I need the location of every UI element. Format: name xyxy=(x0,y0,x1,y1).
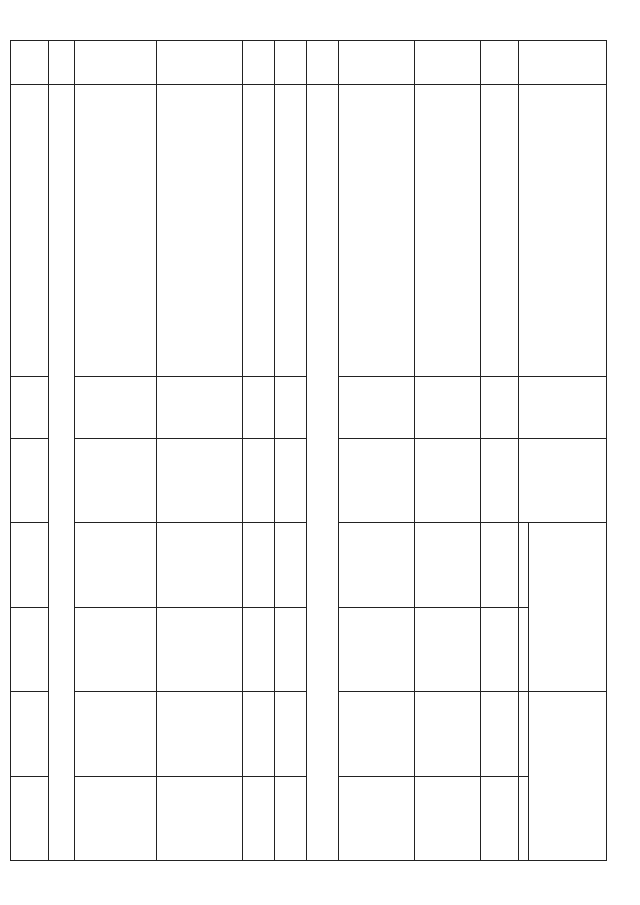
row-unit xyxy=(11,377,49,439)
row-source xyxy=(243,439,275,523)
row-federal-actual xyxy=(339,607,415,692)
header-group-federal xyxy=(529,523,607,692)
row-source xyxy=(11,439,49,523)
row-federal-planned xyxy=(275,523,307,608)
row-federal-actual xyxy=(415,607,481,692)
header-planned-2 xyxy=(519,692,529,777)
row-number xyxy=(49,41,75,85)
row-unit xyxy=(275,377,307,439)
row-name xyxy=(307,85,339,861)
row-regional-actual xyxy=(157,776,243,861)
row-name xyxy=(11,85,49,377)
row-source xyxy=(75,439,157,523)
header-unit xyxy=(519,377,607,439)
header-actual-2 xyxy=(519,776,529,861)
row-number xyxy=(243,41,275,85)
row-name xyxy=(75,85,157,377)
row-federal-actual xyxy=(275,607,307,692)
row-federal-planned xyxy=(243,523,275,608)
row-regional-actual xyxy=(339,776,415,861)
row-federal-actual xyxy=(243,607,275,692)
row-regional-planned xyxy=(339,692,415,777)
row-unit xyxy=(75,377,157,439)
row-name xyxy=(157,85,243,377)
row-name xyxy=(481,85,519,377)
row-source xyxy=(275,439,307,523)
row-federal-planned xyxy=(415,523,481,608)
row-regional-actual xyxy=(11,776,49,861)
row-number xyxy=(415,41,481,85)
table-row xyxy=(49,41,75,861)
row-source xyxy=(339,439,415,523)
table-row xyxy=(275,41,307,861)
row-unit xyxy=(481,377,519,439)
row-unit xyxy=(243,377,275,439)
row-number xyxy=(481,41,519,85)
row-regional-planned xyxy=(275,692,307,777)
row-source xyxy=(415,439,481,523)
row-unit xyxy=(339,377,415,439)
row-regional-planned xyxy=(415,692,481,777)
table-row xyxy=(243,41,275,861)
row-federal-actual xyxy=(481,607,519,692)
row-federal-actual xyxy=(11,607,49,692)
row-name xyxy=(243,85,275,377)
row-regional-planned xyxy=(75,692,157,777)
row-federal-planned xyxy=(11,523,49,608)
row-regional-actual xyxy=(415,776,481,861)
row-name xyxy=(339,85,415,377)
row-regional-planned xyxy=(11,692,49,777)
header-number xyxy=(519,41,607,85)
table-row xyxy=(11,41,49,861)
row-regional-planned xyxy=(243,692,275,777)
row-federal-planned xyxy=(157,523,243,608)
header-group-regional xyxy=(529,692,607,861)
row-regional-actual xyxy=(481,776,519,861)
row-number xyxy=(307,41,339,85)
row-federal-planned xyxy=(339,523,415,608)
header-source xyxy=(519,439,607,523)
table-row xyxy=(307,41,339,861)
rotated-table-sheet xyxy=(137,40,607,860)
indicators-table xyxy=(10,40,607,861)
row-federal-planned xyxy=(481,523,519,608)
row-federal-actual xyxy=(157,607,243,692)
table-row xyxy=(75,41,157,861)
row-regional-planned xyxy=(157,692,243,777)
header-name xyxy=(519,85,607,377)
row-federal-actual xyxy=(75,607,157,692)
row-source xyxy=(157,439,243,523)
table-row xyxy=(481,41,519,861)
row-name xyxy=(415,85,481,377)
row-regional-actual xyxy=(275,776,307,861)
table-row xyxy=(339,41,415,861)
row-unit xyxy=(157,377,243,439)
row-regional-actual xyxy=(243,776,275,861)
row-regional-planned xyxy=(481,692,519,777)
row-number xyxy=(75,41,157,85)
row-regional-actual xyxy=(75,776,157,861)
row-federal-planned xyxy=(75,523,157,608)
row-number xyxy=(157,41,243,85)
row-number xyxy=(275,41,307,85)
table-row xyxy=(415,41,481,861)
table-row xyxy=(157,41,243,861)
header-planned-1 xyxy=(519,523,529,608)
row-unit xyxy=(415,377,481,439)
row-number xyxy=(11,41,49,85)
row-number xyxy=(339,41,415,85)
row-name xyxy=(49,85,75,861)
header-actual-1 xyxy=(519,607,529,692)
row-name xyxy=(275,85,307,377)
row-source xyxy=(481,439,519,523)
